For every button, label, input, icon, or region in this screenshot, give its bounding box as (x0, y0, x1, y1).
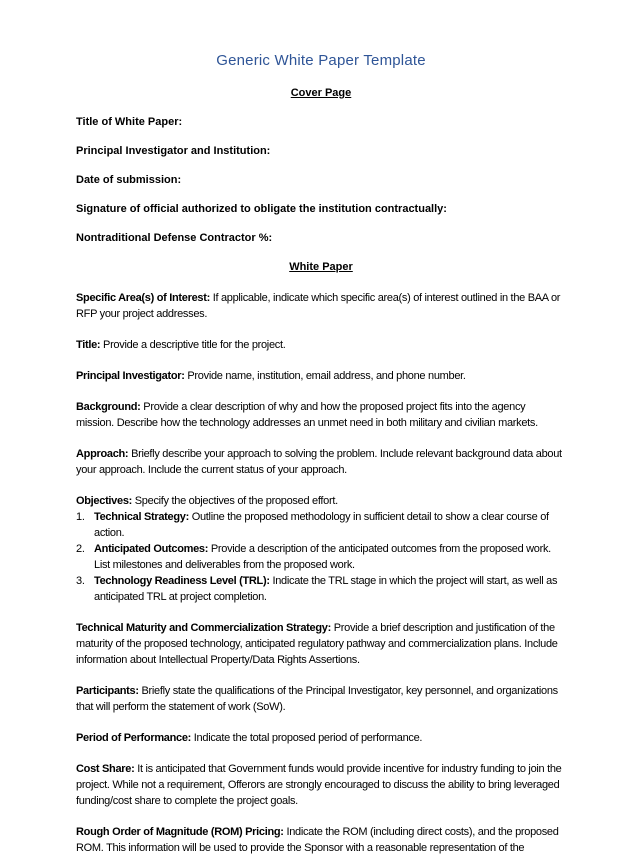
section-specific-area (76, 290, 566, 322)
cover-field-pi: Principal Investigator and Institution: (76, 145, 271, 157)
section-text: Provide a descriptive title for the project. (100, 339, 286, 351)
section-label: Participants: (76, 685, 139, 697)
section-text: Briefly describe your approach to solving the problem. Include relevant background data about your approach. Include the current status of your approach. (76, 448, 562, 476)
section-label: Specific Area(s) of Interest: (76, 292, 210, 304)
section-label: Approach: (76, 448, 129, 460)
section-principal-investigator (76, 368, 566, 384)
section-approach (76, 446, 566, 478)
list-item-text: Outline the proposed methodology in sufficient detail to show a clear course of action. (94, 511, 549, 539)
section-label: Background: (76, 401, 141, 413)
section-rom (76, 824, 566, 856)
list-item (76, 541, 566, 573)
section-label: Cost Share: (76, 763, 135, 775)
section-participants (76, 683, 566, 715)
objectives-list (76, 509, 566, 605)
list-item-number: 2. (76, 543, 85, 555)
cover-field-signature: Signature of official authorized to obligate the institution contractually: (76, 203, 447, 215)
list-item (76, 573, 566, 605)
list-item-label: Technology Readiness Level (TRL): (94, 575, 270, 587)
section-label: Rough Order of Magnitude (ROM) Pricing: (76, 826, 284, 838)
section-label: Technical Maturity and Commercialization Strategy: (76, 622, 331, 634)
section-background (76, 399, 566, 431)
section-text: If applicable, indicate which specific area(s) of interest outlined in the BAA or RFP your project addresses. (76, 292, 561, 320)
list-item-text: Provide a description of the anticipated outcomes from the proposed work. List milestones and deliverables from the proposed work. (94, 543, 551, 571)
section-text: Provide name, institution, email address, and phone number. (184, 370, 466, 382)
list-item-text: Indicate the TRL stage in which the project will start, as well as anticipated TRL at project completion. (94, 575, 558, 603)
section-text: Briefly state the qualifications of the Principal Investigator, key personnel, and organizations that will perform the statement of work (SoW). (76, 685, 558, 713)
section-objectives (76, 493, 566, 605)
cover-field-date: Date of submission: (76, 174, 182, 186)
section-text: It is anticipated that Government funds would provide incentive for industry funding to join the project. While not a requirement, Offerors are strongly encouraged to discuss the ability to bring leveraged funding/cost share to complete the project goals. (76, 763, 562, 807)
cover-field-title: Title of White Paper: (76, 116, 183, 128)
objectives-intro (76, 493, 566, 509)
section-label: Period of Performance: (76, 732, 192, 744)
list-item-number: 1. (76, 511, 85, 523)
section-period (76, 730, 566, 746)
section-title (76, 337, 566, 353)
section-label: Principal Investigator: (76, 370, 185, 382)
section-label: Objectives: (76, 495, 133, 507)
section-maturity (76, 620, 566, 668)
white-paper-heading: White Paper (289, 261, 353, 273)
section-text: Indicate the ROM (including direct costs), and the proposed ROM. This information will be used to provide the Sponsor with a reasonable representation of the (76, 826, 559, 854)
section-label: Title: (76, 339, 101, 351)
section-text: Provide a brief description and justification of the maturity of the proposed technology, anticipated regulatory pathway and commercialization plans. Include information about Intellectual Property/Data Rights Assertions. (76, 622, 558, 666)
list-item (76, 509, 566, 541)
list-item-label: Anticipated Outcomes: (94, 543, 209, 555)
section-text: Specify the objectives of the proposed effort. (132, 495, 338, 507)
cover-field-nontraditional: Nontraditional Defense Contractor %: (76, 232, 273, 244)
section-text: Indicate the total proposed period of performance. (191, 732, 423, 744)
cover-page-heading: Cover Page (290, 87, 352, 99)
section-text: Provide a clear description of why and how the proposed project fits into the agency mission. Describe how the technology addresses an unmet need in both military and civilian markets. (76, 401, 538, 429)
list-item-number: 3. (76, 575, 85, 587)
section-cost-share (76, 761, 566, 809)
list-item-label: Technical Strategy: (94, 511, 189, 523)
document-title: Generic White Paper Template (216, 52, 426, 69)
